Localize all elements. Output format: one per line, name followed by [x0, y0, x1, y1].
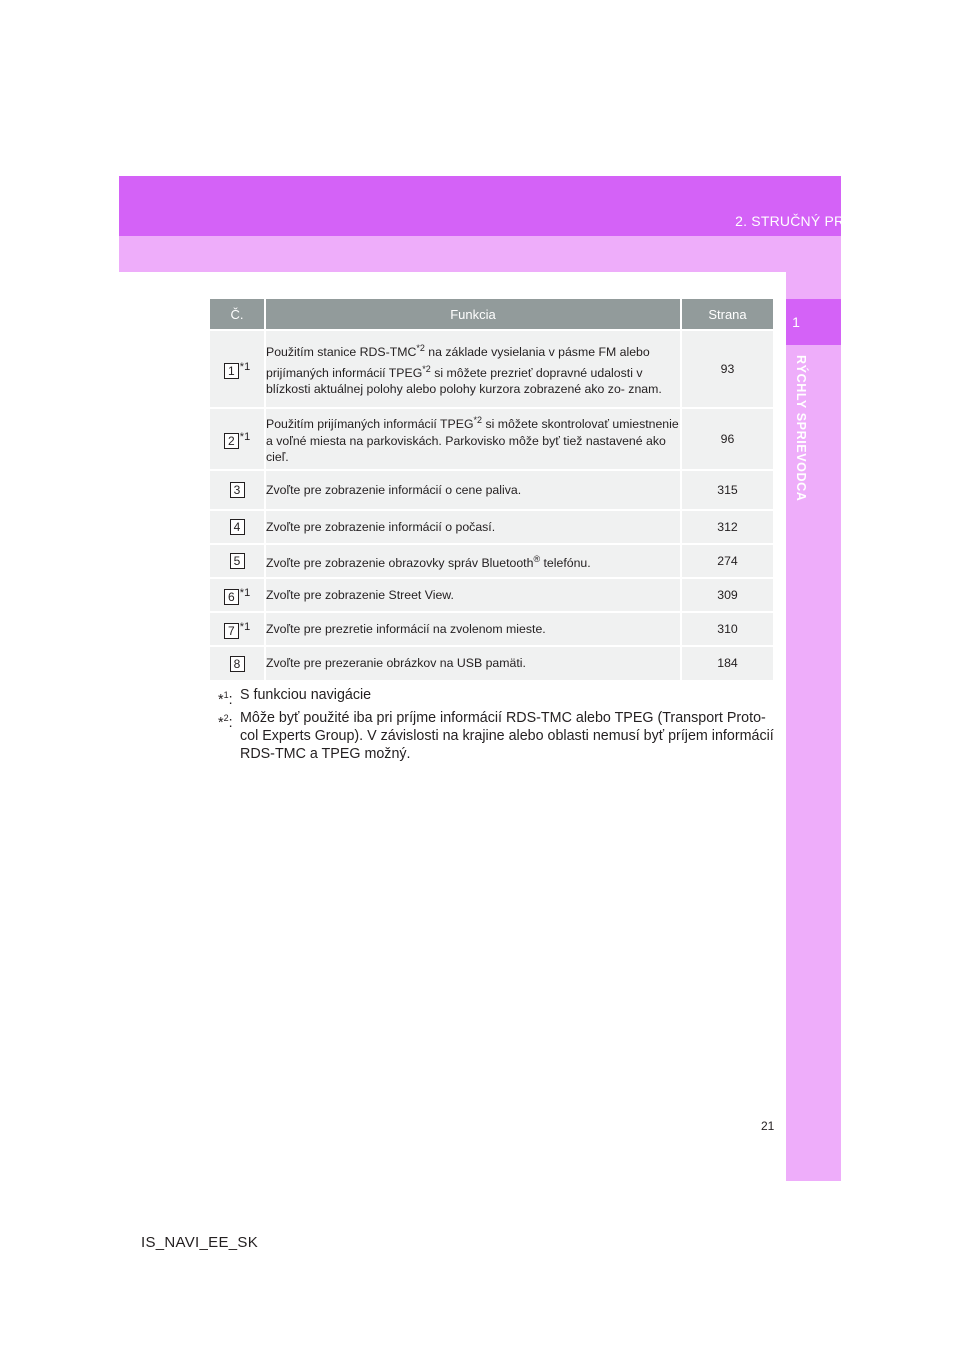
table-row	[210, 470, 773, 510]
row-number-cell	[210, 612, 265, 646]
row-page-cell: 274	[681, 544, 773, 578]
footnote-text: Môže byť použité iba pri príjme informácií RDS-TMC alebo TPEG (Transport Proto- col Experts Group). V závislosti na krajine alebo oblasti nemusí byť príjem informácií RDS-TMC a TPEG možný.	[240, 709, 774, 762]
footnote-ref: *2	[416, 343, 425, 354]
function-text: na základe vysielania v pásme FM alebo prijímaných informácií TPEG	[266, 345, 650, 380]
footnotes	[218, 686, 774, 763]
footnote	[218, 686, 774, 709]
table-row	[210, 612, 773, 646]
footnote-marker: *1	[239, 361, 251, 374]
table-row	[210, 544, 773, 578]
row-number-cell	[210, 578, 265, 612]
header-subband	[119, 236, 841, 272]
callout-box: 3	[230, 482, 245, 498]
footnote-number: 2	[223, 712, 229, 723]
footnote-text: S funkciou navigácie	[240, 687, 372, 703]
row-number-cell	[210, 646, 265, 680]
footnote-ref: *2	[473, 415, 483, 426]
row-page-cell: 184	[681, 646, 773, 680]
row-function-cell: Zvoľte pre zobrazenie Street View.	[265, 578, 681, 612]
footnote-number: 1	[223, 690, 229, 700]
footnote-asterisk: *	[218, 714, 224, 731]
column-header-page: Strana	[681, 299, 773, 330]
registered-mark: ®	[533, 553, 541, 564]
table-row	[210, 330, 773, 408]
section-title: 2. STRUČNÝ PREHĽAD	[735, 213, 892, 229]
footnote	[218, 709, 774, 763]
row-page-cell: 93	[681, 330, 773, 408]
row-function-cell: Zvoľte pre zobrazenie informácií o počasí.	[265, 510, 681, 544]
function-text: si môžete prezrieť dopravné udalosti v blízkosti aktuálnej polohy alebo polohy kurzora zobrazené ako zo- znam.	[266, 365, 662, 397]
row-function-cell: Zvoľte pre zobrazenie informácií o cene paliva.	[265, 470, 681, 510]
function-text: si môžete skontrolovať umiestnenie a voľné miesta na parkoviskách. Parkovisko môže byť tiež nastavené ako cieľ.	[266, 417, 679, 465]
row-number-cell	[210, 470, 265, 510]
chapter-number: 1	[792, 314, 800, 330]
row-function-cell	[265, 544, 681, 578]
function-text: Zvoľte pre zobrazenie obrazovky správ Bluetooth	[266, 555, 534, 570]
callout-box: 1	[224, 363, 239, 379]
footnote-mark: *$^1$:	[218, 690, 233, 708]
footnote-marker: *1	[239, 431, 251, 444]
footnote-mark: *$^2$:	[218, 712, 233, 731]
footnote-ref: *2	[422, 363, 431, 374]
header-band	[119, 176, 841, 236]
callout-box: 4	[230, 519, 245, 535]
footnote-asterisk: *	[218, 691, 224, 708]
function-table	[210, 299, 773, 680]
row-function-cell: Zvoľte pre prezretie informácií na zvolenom mieste.	[265, 612, 681, 646]
table-row	[210, 578, 773, 612]
row-page-cell: 315	[681, 470, 773, 510]
table-row	[210, 646, 773, 680]
footnote-marker: *1	[239, 587, 251, 600]
table-row	[210, 408, 773, 470]
row-page-cell: 309	[681, 578, 773, 612]
callout-box: 7	[224, 623, 239, 639]
row-page-cell: 96	[681, 408, 773, 470]
row-number-cell	[210, 408, 265, 470]
row-page-cell: 312	[681, 510, 773, 544]
function-text: Použitím stanice RDS-TMC	[266, 345, 417, 360]
callout-box: 5	[230, 553, 245, 569]
row-function-cell	[265, 408, 681, 470]
row-number-cell	[210, 510, 265, 544]
callout-box: 8	[230, 656, 245, 672]
function-text: telefónu.	[540, 555, 591, 570]
row-function-cell: Zvoľte pre prezeranie obrázkov na USB pamäti.	[265, 646, 681, 680]
table-header-row	[210, 299, 773, 330]
row-number-cell	[210, 544, 265, 578]
table-row	[210, 510, 773, 544]
row-number-cell	[210, 330, 265, 408]
document-code: IS_NAVI_EE_SK	[141, 1234, 259, 1251]
chapter-label: RÝCHLY SPRIEVODCA	[794, 355, 808, 502]
callout-box: 6	[224, 589, 239, 605]
column-header-number: Č.	[210, 299, 265, 330]
function-text: Použitím prijímaných informácií TPEG	[266, 417, 474, 432]
page-number: 21	[761, 1119, 775, 1133]
row-function-cell	[265, 330, 681, 408]
footnote-marker: *1	[239, 621, 251, 634]
column-header-function: Funkcia	[265, 299, 681, 330]
row-page-cell: 310	[681, 612, 773, 646]
callout-box: 2	[224, 433, 239, 449]
